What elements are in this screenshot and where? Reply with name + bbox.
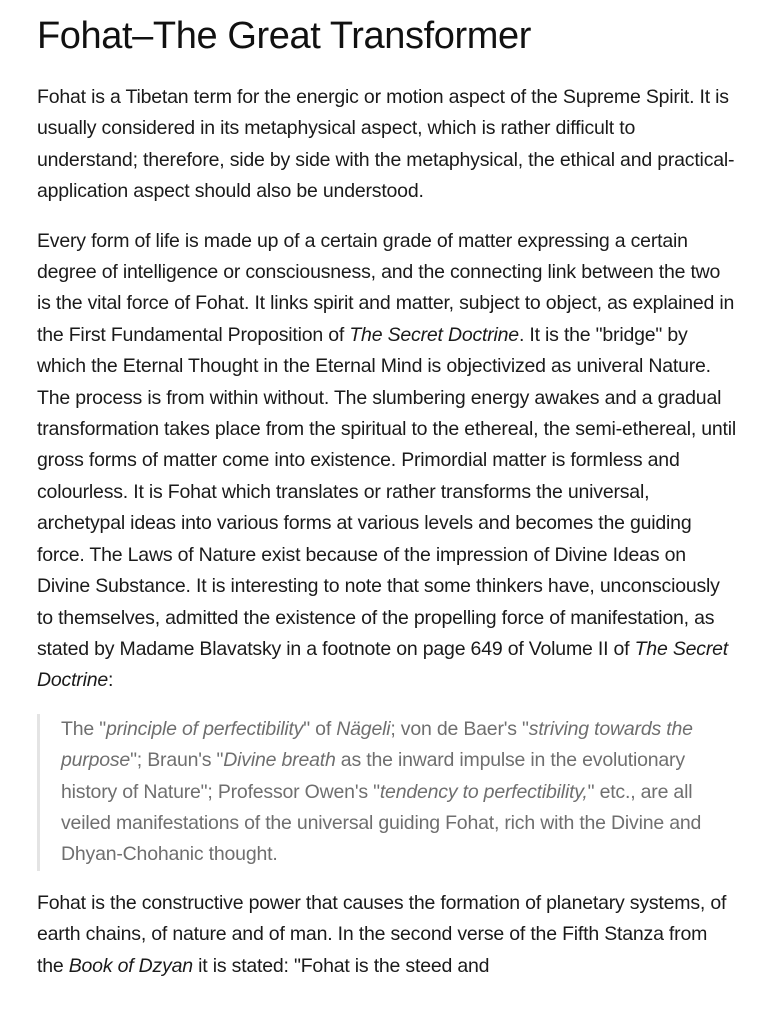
quote-text: " of [303,717,337,740]
quote-text: as the inward impulse in the evolutionary history of Nature"; Professor Owen's " [61,749,685,803]
paragraph-text: it is stated: "Fohat is the steed and [192,954,490,977]
book-title-dzyan: Book of Dzyan [68,954,193,977]
paragraph-text: Fohat is the constructive power that causes the formation of planetary systems, of earth chains, of nature and of man. In the second verse of the Fifth Stanza from the [37,891,727,977]
paragraph-life-forms [37,226,737,697]
paragraph-intro: Fohat is a Tibetan term for the energic or motion aspect of the Supreme Spirit. It is usually considered in its metaphysical aspect, which is rather difficult to understand; therefore, side by side with the metaphysical, the ethical and practical-application aspect should also be understood. [37,86,735,203]
page-title: Fohat–The Great Transformer [37,15,531,57]
paragraph-text: . It is the "bridge" by which the Eternal Thought in the Eternal Mind is objectivized as univeral Nature. The process is from within without. The slumbering energy awakes and a gradual transformation takes place from the spiritual to the ethereal, the semi-ethereal, until gross forms of matter come into existence. Primordial matter is formless and colourless. It is Fohat which translates or rather transforms the universal, archetypal ideas into various forms at various levels and becomes the guiding force. The Laws of Nature exist because of the impression of Divine Ideas on Divine Substance. It is interesting to note that some thinkers have, unconsciously to themselves, admitted the existence of the propelling force of manifestation, as stated by Madame Blavatsky in a footnote on page 649 of Volume II of [37,323,737,660]
book-title-secret-doctrine: The Secret Doctrine [37,637,728,692]
quote-emphasis: tendency to perfectibility, [379,780,588,803]
quote-emphasis: striving towards the purpose [61,717,693,772]
quote-text: "; Braun's " [130,749,224,772]
quote-emphasis: Nägeli [336,717,391,740]
quote-text: The " [61,717,106,740]
paragraph-text: Every form of life is made up of a certain grade of matter expressing a certain degree of intelligence or consciousness, and the connecting link between the two is the vital force of Fohat. It links spirit and matter, subject to object, as explained in the First Fundamental Proposition of [37,229,735,346]
quote-text: " etc., are all veiled manifestations of the universal guiding Fohat, rich with the Divine and Dhyan-Chohanic thought. [61,780,702,866]
quote-emphasis: Divine breath [223,749,336,772]
paragraph-constructive-power [37,888,737,982]
quote-text: ; von de Baer's " [390,717,529,740]
book-title-secret-doctrine: The Secret Doctrine [349,323,519,346]
quote-emphasis: principle of perfectibility [105,717,304,740]
article [37,0,737,982]
blockquote [37,714,737,871]
paragraph-text: : [108,669,114,692]
